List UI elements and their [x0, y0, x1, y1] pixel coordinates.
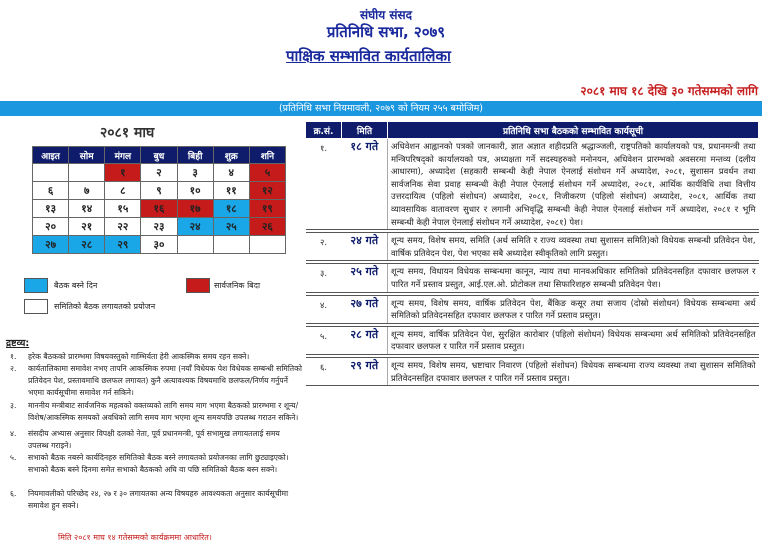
calendar-day — [69, 164, 105, 182]
note-number: २. — [10, 364, 17, 373]
row-date: २५ गते — [342, 264, 388, 292]
schedule-row — [306, 264, 759, 292]
calendar-day: ६ — [33, 182, 69, 200]
row-number: ६. — [306, 357, 342, 385]
calendar-day — [33, 164, 69, 182]
calendar-day: १४ — [69, 200, 105, 218]
note-item — [10, 452, 302, 476]
row-agenda: शून्य समय, विशेष समय, भ्रष्टाचार निवारण (पहिलो संशोधन) विधेयक सम्बन्धमा राज्य व्यवस्था तथा सुशासन समितिको प्रतिवेदनसहित दफावार छलफल र पारित गर्ने प्रस्ताव प्रस्तुत। — [388, 357, 759, 385]
notes-title: द्रष्टव्य: — [6, 338, 30, 349]
calendar-day: २७ — [33, 236, 69, 254]
note-text: सभाको बैठक नबस्ने कार्यदिनहरु समितिको बैठक बस्ने लगायतको प्रयोजनका लागि छुट्याइएको। सभाको बैठक बस्ने दिनमा समेत सभाको बैठकको अघि वा पछि समितिको बैठक बस्न सक्ने। — [28, 453, 289, 474]
calendar-day: २८ — [69, 236, 105, 254]
calendar-day: २५ — [213, 218, 249, 236]
row-date: २८ गते — [342, 326, 388, 354]
legend-holiday-label: सार्वजनिक बिदा — [214, 281, 261, 290]
calendar-day — [213, 236, 249, 254]
header-date: मिति — [342, 122, 388, 139]
calendar — [32, 146, 286, 254]
parliament-title: संघीय संसद — [359, 8, 413, 22]
calendar-day: १९ — [249, 200, 285, 218]
row-number: ४. — [306, 295, 342, 323]
note-item — [10, 400, 302, 424]
calendar-day: ९ — [141, 182, 177, 200]
calendar-day: ३० — [141, 236, 177, 254]
header-agenda: प्रतिनिधि सभा बैठकको सम्भावित कार्यसूची — [388, 122, 759, 139]
house-title: प्रतिनिधि सभा, २०७९ — [326, 23, 446, 41]
legend-committee-swatch — [24, 299, 48, 314]
footnote: मिति २०८१ माघ १४ गतेसम्मको कार्यक्रममा आधारित। — [58, 533, 212, 542]
calendar-day: ४ — [213, 164, 249, 182]
weekday-header: आइत — [33, 147, 69, 164]
calendar-day: २ — [141, 164, 177, 182]
legend-holiday-swatch — [186, 278, 210, 293]
note-number: ३. — [10, 401, 17, 410]
weekday-header: शुक्र — [213, 147, 249, 164]
row-number: २. — [306, 233, 342, 261]
calendar-day — [249, 236, 285, 254]
calendar-day: ५ — [249, 164, 285, 182]
row-date: १८ गते — [342, 139, 388, 230]
calendar-day: १७ — [177, 200, 213, 218]
schedule-row — [306, 326, 759, 354]
row-agenda: शून्य समय, विशेष समय, समिति (अर्थ समिति र राज्य व्यवस्था तथा सुशासन समिति)को विधेयक सम्बन्धी प्रतिवेदन पेश, वार्षिक प्रतिवेदन पेश, पेश भएका सबै अध्यादेश स्वीकृतिको लागि प्रस्तुत। — [388, 233, 759, 261]
calendar-day: ८ — [105, 182, 141, 200]
note-item — [10, 488, 302, 512]
calendar-day: ११ — [213, 182, 249, 200]
note-item — [10, 363, 302, 399]
date-range: २०८१ माघ १८ देखि ३० गतेसम्मको लागि — [580, 84, 758, 98]
rule-reference: (प्रतिनिधि सभा नियमावली, २०७९ को नियम २५५ बमोजिम) — [278, 103, 484, 114]
note-number: ५. — [10, 453, 17, 462]
note-text: कार्यतालिकामा समावेश नभए तापनि आकस्मिक रुपमा (नयाँ विधेयक पेश विधेयक सम्बन्धी समितिको प्रतिवेदन पेश, प्रस्तावमाथि छलफल लगायत) कुनै अत्यावश्यक विषयमाथि छलफल/निर्णय गर्नुपर्ने भएमा कार्यसूचीमा समावेश गर्न सकिने। — [28, 364, 302, 397]
calendar-day: २९ — [105, 236, 141, 254]
calendar-day — [177, 236, 213, 254]
row-agenda: अधिवेशन आह्वानको पत्रको जानकारी, ज्ञात अज्ञात शहीदप्रति श्रद्धाञ्जली, राष्ट्रपतिको कार्यालयको पत्र, प्रधानमन्त्री तथा मन्त्रिपरिषद्को कार्यालयको पत्र, अध्यक्षता गर्ने सदस्यहरुको मनोनयन, अधिवेशन प्रारम्भको अवसरमा मन्तव्य (दलीय आधारमा), अध्यादेश (सहकारी सम्बन्धी केही नेपाल ऐनलाई संशोधन गर्ने अध्यादेश, २०८१, सुशासन प्रवर्धन तथा सार्वजनिक सेवा प्रवाह सम्बन्धी केही नेपाल ऐनलाई संशोधन गर्ने अध्यादेश, २०८१, आर्थिक कार्यविधि तथा वित्तीय उत्तरदायित्व (पहिलो संशोधन) अध्यादेश, २०८१, निजीकरण (पहिलो संशोधन) अध्यादेश, २०८१, आर्थिक तथा व्यावसायिक वातावरण सुधार र लगानी अभिवृद्धि सम्बन्धी केही नेपाल ऐनलाई संशोधन गर्ने अध्यादेश, २०८१ र भूमि सम्बन्धी केही नेपाल ऐनलाई संशोधन गर्ने अध्यादेश, २०८१) पेश। — [388, 139, 759, 230]
note-text: हरेक बैठकको प्रारम्भमा विषयवस्तुको गाम्भिर्यता हेरी आकस्मिक समय रहन सक्ने। — [28, 352, 250, 361]
note-number: ४. — [10, 429, 17, 438]
schedule-table — [305, 121, 759, 386]
row-date: २९ गते — [342, 357, 388, 385]
calendar-day: २६ — [249, 218, 285, 236]
calendar-day: १ — [105, 164, 141, 182]
legend-committee-label: समितिको बैठक लगायतको प्रयोजन — [54, 302, 156, 311]
row-date: २७ गते — [342, 295, 388, 323]
weekday-header: सोम — [69, 147, 105, 164]
note-text: संसदीय अभ्यास अनुसार विपक्षी दलको नेता, पूर्व प्रधानमन्त्री, पूर्व सभामुख लगायतलाई समय उपलब्ध गराइने। — [28, 429, 280, 450]
calendar-day: १० — [177, 182, 213, 200]
weekday-header: बिही — [177, 147, 213, 164]
schedule-title: पाक्षिक सम्भावित कार्यतालिका — [286, 47, 451, 65]
note-text: माननीय मन्त्रीबाट सार्वजनिक महत्वको वक्तव्यको लागि समय माग भएमा बैठकको प्रारम्भमा र शून्य/विशेष/आकस्मिक समयको अवधिको लागि समय माग भएमा शून्य समयपछि उपलब्ध गराउन सकिने। — [28, 401, 299, 422]
schedule-row — [306, 295, 759, 323]
row-agenda: शून्य समय, वार्षिक प्रतिवेदन पेश, सुरक्षित कारोबार (पहिलो संशोधन) विधेयक सम्बन्धमा अर्थ समितिको प्रतिवेदनसहित दफावार छलफल र पारित गर्ने प्रस्ताव प्रस्तुत। — [388, 326, 759, 354]
note-number: ६. — [10, 489, 17, 498]
header-sn: क्र.सं. — [306, 122, 342, 139]
calendar-day: २१ — [69, 218, 105, 236]
weekday-header: शनि — [249, 147, 285, 164]
calendar-day: १६ — [141, 200, 177, 218]
schedule-row — [306, 139, 759, 230]
calendar-day: २२ — [105, 218, 141, 236]
calendar-day: १८ — [213, 200, 249, 218]
calendar-day: २४ — [177, 218, 213, 236]
row-number: १. — [306, 139, 342, 230]
calendar-day: १२ — [249, 182, 285, 200]
legend-meeting-swatch — [24, 278, 48, 293]
weekday-header: बुध — [141, 147, 177, 164]
schedule-row — [306, 233, 759, 261]
note-number: १. — [10, 352, 17, 361]
calendar-day: ३ — [177, 164, 213, 182]
calendar-title: २०८१ माघ — [100, 125, 155, 141]
note-text: नियमावलीको परिच्छेद २४, २७ र ३० लगायतका अन्य विषयहरु आवश्यकता अनुसार कार्यसूचीमा समावेश हुन सक्ने। — [28, 489, 289, 510]
legend-meeting-label: बैठक बस्ने दिन — [54, 281, 98, 290]
calendar-day: १३ — [33, 200, 69, 218]
row-number: ५. — [306, 326, 342, 354]
row-number: ३. — [306, 264, 342, 292]
calendar-day: १५ — [105, 200, 141, 218]
row-agenda: शून्य समय, विशेष समय, वार्षिक प्रतिवेदन पेश, बैंकिङ कसूर तथा सजाय (दोस्रो संशोधन) विधेयक सम्बन्धमा अर्थ समितिको प्रतिवेदनसहित दफावार छलफल र पारित गर्ने प्रस्ताव प्रस्तुत। — [388, 295, 759, 323]
row-date: २४ गते — [342, 233, 388, 261]
schedule-row — [306, 357, 759, 385]
calendar-day: २३ — [141, 218, 177, 236]
row-agenda: शून्य समय, विधायन विधेयक सम्बन्धमा कानून, न्याय तथा मानवअधिकार समितिको प्रतिवेदनसहित दफावार छलफल र पारित गर्ने प्रस्ताव प्रस्तुत, आई.एल.ओ. प्रोटोकल तथा सिफारिशहरु सम्बन्धी प्रतिवेदन पेश। — [388, 264, 759, 292]
calendar-day: २० — [33, 218, 69, 236]
calendar-day: ७ — [69, 182, 105, 200]
note-item — [10, 351, 302, 363]
note-item — [10, 428, 302, 452]
weekday-header: मंगल — [105, 147, 141, 164]
